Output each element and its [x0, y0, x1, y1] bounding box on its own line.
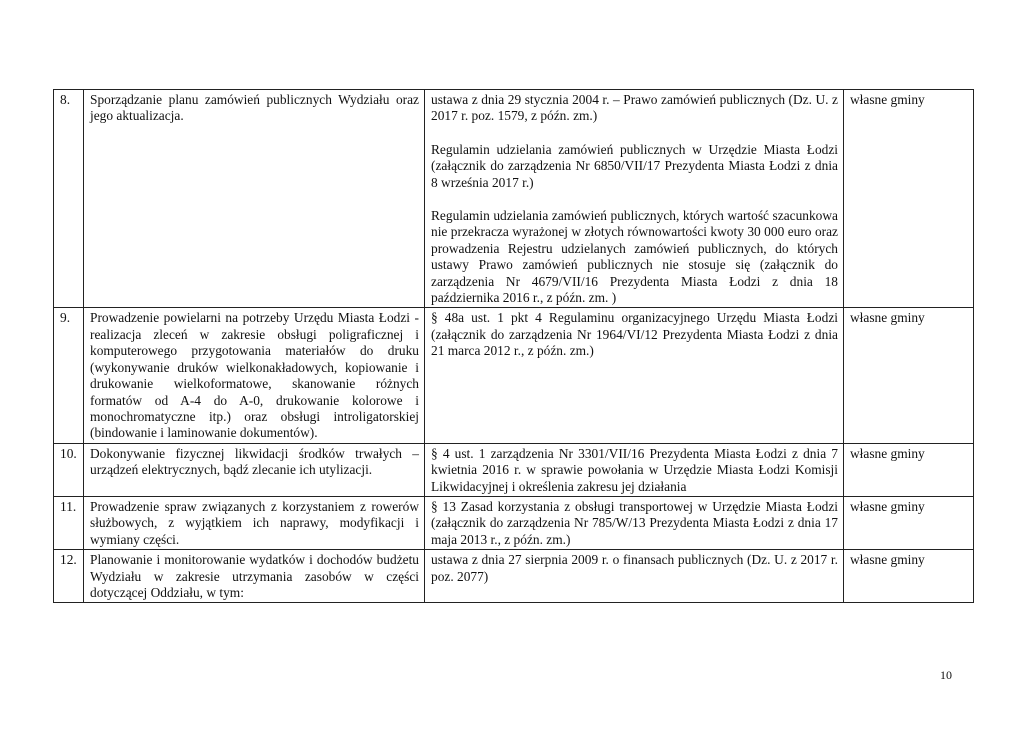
table-row	[54, 496, 974, 549]
row-number: 10.	[54, 443, 84, 496]
tasks-table	[53, 89, 974, 603]
task-description: Sporządzanie planu zamówień publicznych Wydziału oraz jego aktualizacja.	[84, 90, 425, 308]
legal-basis	[425, 90, 844, 308]
task-type: własne gminy	[844, 308, 974, 443]
table-row	[54, 443, 974, 496]
page-number: 10	[940, 668, 952, 682]
legal-basis-paragraph: ustawa z dnia 29 stycznia 2004 r. – Prawo zamówień publicznych (Dz. U. z 2017 r. poz. 1579, z późn. zm.)	[431, 92, 838, 124]
legal-basis	[425, 550, 844, 603]
table-row	[54, 550, 974, 603]
task-description: Prowadzenie spraw związanych z korzystaniem z rowerów służbowych, z wyjątkiem ich naprawy, modyfikacji i wymiany części.	[84, 496, 425, 549]
task-description: Prowadzenie powielarni na potrzeby Urzędu Miasta Łodzi - realizacja zleceń w zakresie obsługi poligraficznej i komputerowego przygotowania materiałów do druku (wykonywanie druków wielkonakładowych, kopiowanie i drukowanie wielkoformatowe, skanowanie różnych formatów od A-4 do A-0, drukowanie kolorowe i monochromatyczne itp.) oraz obsługi introligatorskiej (bindowanie i laminowanie dokumentów).	[84, 308, 425, 443]
row-number: 8.	[54, 90, 84, 308]
legal-basis-paragraph: ustawa z dnia 27 sierpnia 2009 r. o finansach publicznych (Dz. U. z 2017 r. poz. 2077)	[431, 552, 838, 584]
task-description: Dokonywanie fizycznej likwidacji środków trwałych – urządzeń elektrycznych, bądź zlecanie ich utylizacji.	[84, 443, 425, 496]
row-number: 9.	[54, 308, 84, 443]
task-type: własne gminy	[844, 90, 974, 308]
task-type: własne gminy	[844, 443, 974, 496]
legal-basis-paragraph: Regulamin udzielania zamówień publicznych, których wartość szacunkowa nie przekracza wyrażonej w złotych równowartości kwoty 30 000 euro oraz prowadzenia Rejestru udzielanych zamówień publicznych, do których ustawy Prawo zamówień publicznych nie stosuje się (załącznik do zarządzenia Nr 4679/VII/16 Prezydenta Miasta Łodzi z dnia 18 października 2016 r., z późn. zm. )	[431, 208, 838, 306]
task-type: własne gminy	[844, 496, 974, 549]
table-row	[54, 308, 974, 443]
legal-basis-paragraph: § 4 ust. 1 zarządzenia Nr 3301/VII/16 Prezydenta Miasta Łodzi z dnia 7 kwietnia 2016 r. w sprawie powołania w Urzędzie Miasta Łodzi Komisji Likwidacyjnej i określenia zakresu jej działania	[431, 445, 838, 494]
table-row	[54, 90, 974, 308]
row-number: 12.	[54, 550, 84, 603]
row-number: 11.	[54, 496, 84, 549]
legal-basis	[425, 496, 844, 549]
legal-basis-paragraph: § 48a ust. 1 pkt 4 Regulaminu organizacyjnego Urzędu Miasta Łodzi (załącznik do zarządzenia Nr 1964/VI/12 Prezydenta Miasta Łodzi z dnia 21 marca 2012 r., z późn. zm.)	[431, 310, 838, 359]
legal-basis	[425, 308, 844, 443]
legal-basis-paragraph: § 13 Zasad korzystania z obsługi transportowej w Urzędzie Miasta Łodzi (załącznik do zarządzenia Nr 785/W/13 Prezydenta Miasta Łodzi z dnia 17 maja 2013 r., z późn. zm.)	[431, 498, 838, 547]
task-description: Planowanie i monitorowanie wydatków i dochodów budżetu Wydziału w zakresie utrzymania zasobów w części dotyczącej Oddziału, w tym:	[84, 550, 425, 603]
legal-basis-paragraph: Regulamin udzielania zamówień publicznych w Urzędzie Miasta Łodzi (załącznik do zarządzenia Nr 6850/VII/17 Prezydenta Miasta Łodzi z dnia 8 września 2017 r.)	[431, 141, 838, 190]
task-type: własne gminy	[844, 550, 974, 603]
legal-basis	[425, 443, 844, 496]
